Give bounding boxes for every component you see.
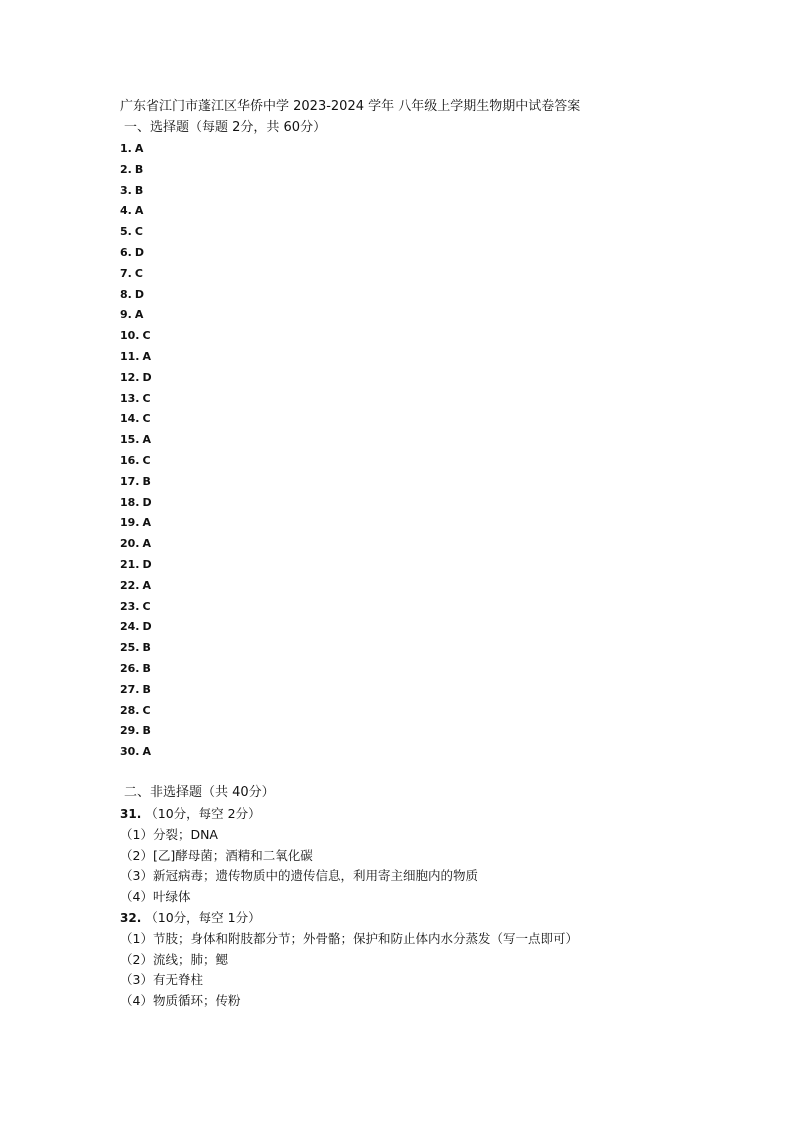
mc-answer-item [120,495,152,516]
mc-answer-item [120,515,152,536]
mc-question-number: 3. [120,183,132,197]
mc-question-number: 30. [120,745,140,759]
mc-answer-letter: B [142,641,151,655]
mc-answer-item [120,723,152,744]
mc-answer-item [120,287,152,308]
mc-answer-item [120,370,152,391]
mc-answer-letter: B [142,661,151,675]
mc-answer-item [120,536,152,557]
mc-question-number: 10. [120,329,140,343]
question-header-31 [120,805,578,826]
question-header-32 [120,909,578,930]
mc-answer-item [120,682,152,703]
mc-answer-letter: A [142,745,152,759]
mc-answer-item [120,266,152,287]
section-heading-non-choice: 二、非选择题（共 40分） [124,785,275,800]
mc-answer-letter: B [134,162,144,176]
mc-question-number: 27. [120,682,140,696]
mc-answer-letter: D [142,620,152,634]
answer-line: （1）节肢；身体和附肢都分节；外骨骼；保护和防止体内水分蒸发（写一点即可） [120,930,578,946]
mc-answer-letter: C [142,329,151,343]
mc-question-number: 7. [120,266,132,280]
mc-answer-item [120,391,152,412]
mc-question-number: 6. [120,245,132,259]
mc-answer-letter: A [142,578,152,592]
mc-answer-item [120,703,152,724]
mc-answer-letter: A [142,349,152,363]
mc-answer-item [120,183,152,204]
mc-question-number: 9. [120,308,132,322]
answer-line: （2）流线；肺；鳃 [120,951,228,967]
mc-answer-letter: B [134,183,144,197]
mc-answer-letter: C [142,391,151,405]
mc-answer-letter: C [142,412,151,426]
section-heading-multiple-choice: 一、选择题（每题 2分，共 60分） [124,120,327,135]
mc-answer-letter: C [134,266,143,280]
mc-question-number: 28. [120,703,140,717]
mc-question-number: 26. [120,661,140,675]
mc-question-number: 12. [120,370,140,384]
mc-answer-letter: C [142,453,151,467]
question-number: 31. [120,807,142,821]
mc-question-number: 17. [120,474,140,488]
mc-answer-item [120,224,152,245]
mc-answer-item [120,557,152,578]
mc-answer-letter: D [142,557,152,571]
mc-answer-item [120,640,152,661]
mc-answer-letter: D [134,287,144,301]
mc-answer-letter: C [134,225,143,239]
question-score-note: （10分，每空 1分） [145,909,261,925]
mc-question-number: 24. [120,620,140,634]
mc-question-number: 15. [120,433,140,447]
mc-answer-item [120,307,152,328]
mc-question-number: 11. [120,349,140,363]
answer-line: （4）物质循环；传粉 [120,993,241,1009]
mc-answer-letter: A [142,537,152,551]
answer-line: （4）叶绿体 [120,889,191,905]
mc-question-number: 4. [120,204,132,218]
mc-question-number: 19. [120,516,140,530]
mc-answer-item [120,328,152,349]
mc-answer-item [120,432,152,453]
mc-answer-letter: D [142,370,152,384]
answer-line: （2）[乙]酵母菌；酒精和二氧化碳 [120,847,313,863]
mc-answer-letter: C [142,599,151,613]
mc-answer-item [120,474,152,495]
mc-question-number: 14. [120,412,140,426]
mc-answer-letter: B [142,724,151,738]
mc-question-number: 5. [120,225,132,239]
mc-answer-item [120,203,152,224]
answer-line: （3）有无脊柱 [120,972,203,988]
answer-line: （3）新冠病毒；遗传物质中的遗传信息，利用寄主细胞内的物质 [120,868,478,884]
question-score-note: （10分，每空 2分） [145,806,261,821]
mc-question-number: 23. [120,599,140,613]
mc-question-number: 25. [120,641,140,655]
mc-question-number: 18. [120,495,140,509]
mc-answer-letter: B [142,474,151,488]
mc-question-number: 16. [120,453,140,467]
mc-answer-item [120,599,152,620]
mc-answer-letter: A [134,142,144,155]
mc-answer-letter: B [142,682,151,696]
mc-question-number: 1. [120,142,132,155]
mc-answer-item [120,578,152,599]
answer-line: （1）分裂；DNA [120,826,218,842]
mc-answer-item [120,162,152,183]
mc-answer-letter: A [134,204,144,218]
document-title: 广东省江门市蓬江区华侨中学 2023-2024 学年 八年级上学期生物期中试卷答案 [120,99,581,114]
mc-question-number: 2. [120,162,132,176]
mc-answer-item [120,453,152,474]
mc-answer-item [120,744,152,765]
answer-list-non-choice [120,805,578,1013]
mc-answer-item [120,619,152,640]
mc-answer-letter: D [142,495,152,509]
mc-answer-letter: C [142,703,151,717]
mc-answer-letter: A [142,516,152,530]
mc-question-number: 29. [120,724,140,738]
mc-answer-letter: A [142,433,152,447]
mc-question-number: 20. [120,537,140,551]
mc-question-number: 21. [120,557,140,571]
mc-answer-item [120,245,152,266]
mc-question-number: 13. [120,391,140,405]
answer-list-multiple-choice [120,141,152,765]
question-number: 32. [120,910,142,925]
mc-answer-item [120,141,152,162]
mc-question-number: 8. [120,287,132,301]
mc-answer-item [120,411,152,432]
mc-answer-letter: D [134,245,144,259]
mc-answer-item [120,349,152,370]
mc-answer-letter: A [134,308,144,322]
mc-question-number: 22. [120,578,140,592]
mc-answer-item [120,661,152,682]
